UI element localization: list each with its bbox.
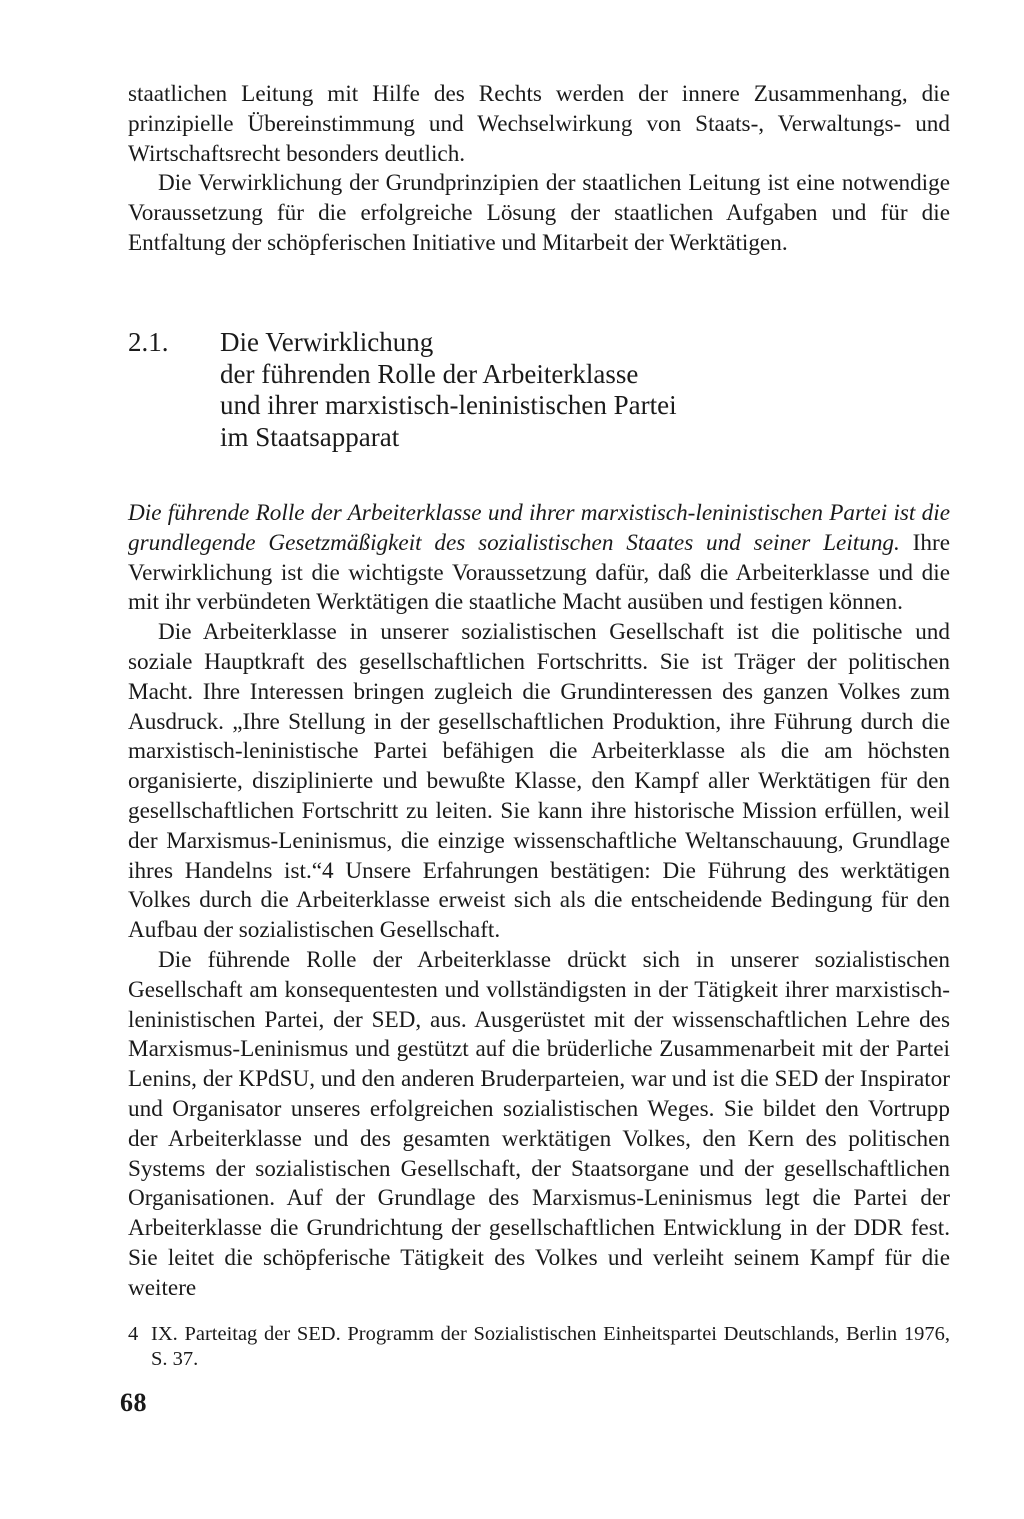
lead-regular-text: Ihre Verwirklichung ist die wichtigste Voraussetzung dafür, daß die Arbeiterklasse und die mit ihr verbündeten Werktätigen die staatliche Macht ausüben und festigen können. [128,529,950,616]
section-title-line: im Staatsapparat [220,421,400,452]
section-number: 2.1. [128,327,169,357]
body-paragraph-3: Die führende Rolle der Arbeiterklasse drückt sich in unserer sozialistischen Gesellschaft am konsequentesten und vollständigsten in der Tätigkeit ihrer marxistisch-leninistischen Partei, der SED, aus. Ausgerüstet mit der wissenschaftlichen Lehre des Marxismus-Leninismus und gestützt auf die brüderliche Zusammenarbeit mit der Partei Lenins, der KPdSU, und den anderen Bruderparteien, war und ist die SED der Inspirator und Organisator unseres erfolgreichen sozialistischen Weges. Sie bildet den Vortrupp der Arbeiterklasse und des gesamten werktätigen Volkes, den Kern des politischen Systems der sozialistischen Gesellschaft, der Staatsorgane und der gesellschaftlichen Organisationen. Auf der Grundlage des Marxismus-Leninismus legt die Partei der Arbeiterklasse die Grundrichtung der gesellschaftlichen Entwicklung in der DDR fest. Sie leitet die schöpferische Tätigkeit des Volkes und verleiht seinem Kampf für die weitere [128,946,950,1301]
footnote-text: IX. Parteitag der SED. Programm der Sozialistischen Einheitspartei Deutschlands, Berlin 1976, S. 37. [151,1323,950,1370]
intro-paragraph-2: Die Verwirklichung der Grundprinzipien der staatlichen Leitung ist eine notwendige Voraussetzung für die erfolgreiche Lösung der staatlichen Aufgaben und für die Entfaltung der schöpferischen Initiative und Mitarbeit der Werktätigen. [128,170,950,256]
body-paragraph-1 [128,499,950,618]
section-title-line: Die Verwirklichung [220,327,434,357]
intro-block [128,80,950,259]
lead-italic-text: Die führende Rolle der Arbeiterklasse und ihrer marxistisch-leninistischen Partei ist die grundlegende Gesetzmäßigkeit des sozialistischen Staates und seiner Leitung. [128,500,950,556]
section-title [220,327,677,453]
body-block [128,499,950,1304]
footnote-number: 4 [128,1323,139,1345]
body-paragraph-2: Die Arbeiterklasse in unserer sozialistischen Gesellschaft ist die politische und soziale Hauptkraft des gesellschaftlichen Fortschritts. Sie ist Träger der politischen Macht. Ihre Interessen bringen zugleich die Grundinteressen des ganzen Volkes zum Ausdruck. „Ihre Stellung in der gesellschaftlichen Produktion, ihre Führung durch die marxistisch-leninistische Partei befähigen die Arbeiterklasse als die am höchsten organisierte, disziplinierte und bewußte Klasse, den Kampf aller Werktätigen für den gesellschaftlichen Fortschritt zu leiten. Sie kann ihre historische Mission erfüllen, weil der Marxismus-Leninismus, die einzige wissenschaftliche Weltanschauung, Grundlage ihres Handelns ist.“4 Unsere Erfahrungen bestätigen: Die Führung des werktätigen Volkes durch die Arbeiterklasse erweist sich als die entscheidende Bedingung für den Aufbau der sozialistischen Gesellschaft. [128,619,950,944]
section-title-line: und ihrer marxistisch-leninistischen Partei [220,390,677,420]
footnote [128,1322,950,1372]
section-heading [128,327,828,453]
page-number: 68 [120,1388,147,1417]
intro-paragraph-1: staatlichen Leitung mit Hilfe des Rechts werden der innere Zusammenhang, die prinzipielle Übereinstimmung und Wechselwirkung von Staats-, Verwaltungs- und Wirtschaftsrecht besonders deutlich. [128,81,950,167]
section-title-line: der führenden Rolle der Arbeiterklasse [220,358,639,389]
